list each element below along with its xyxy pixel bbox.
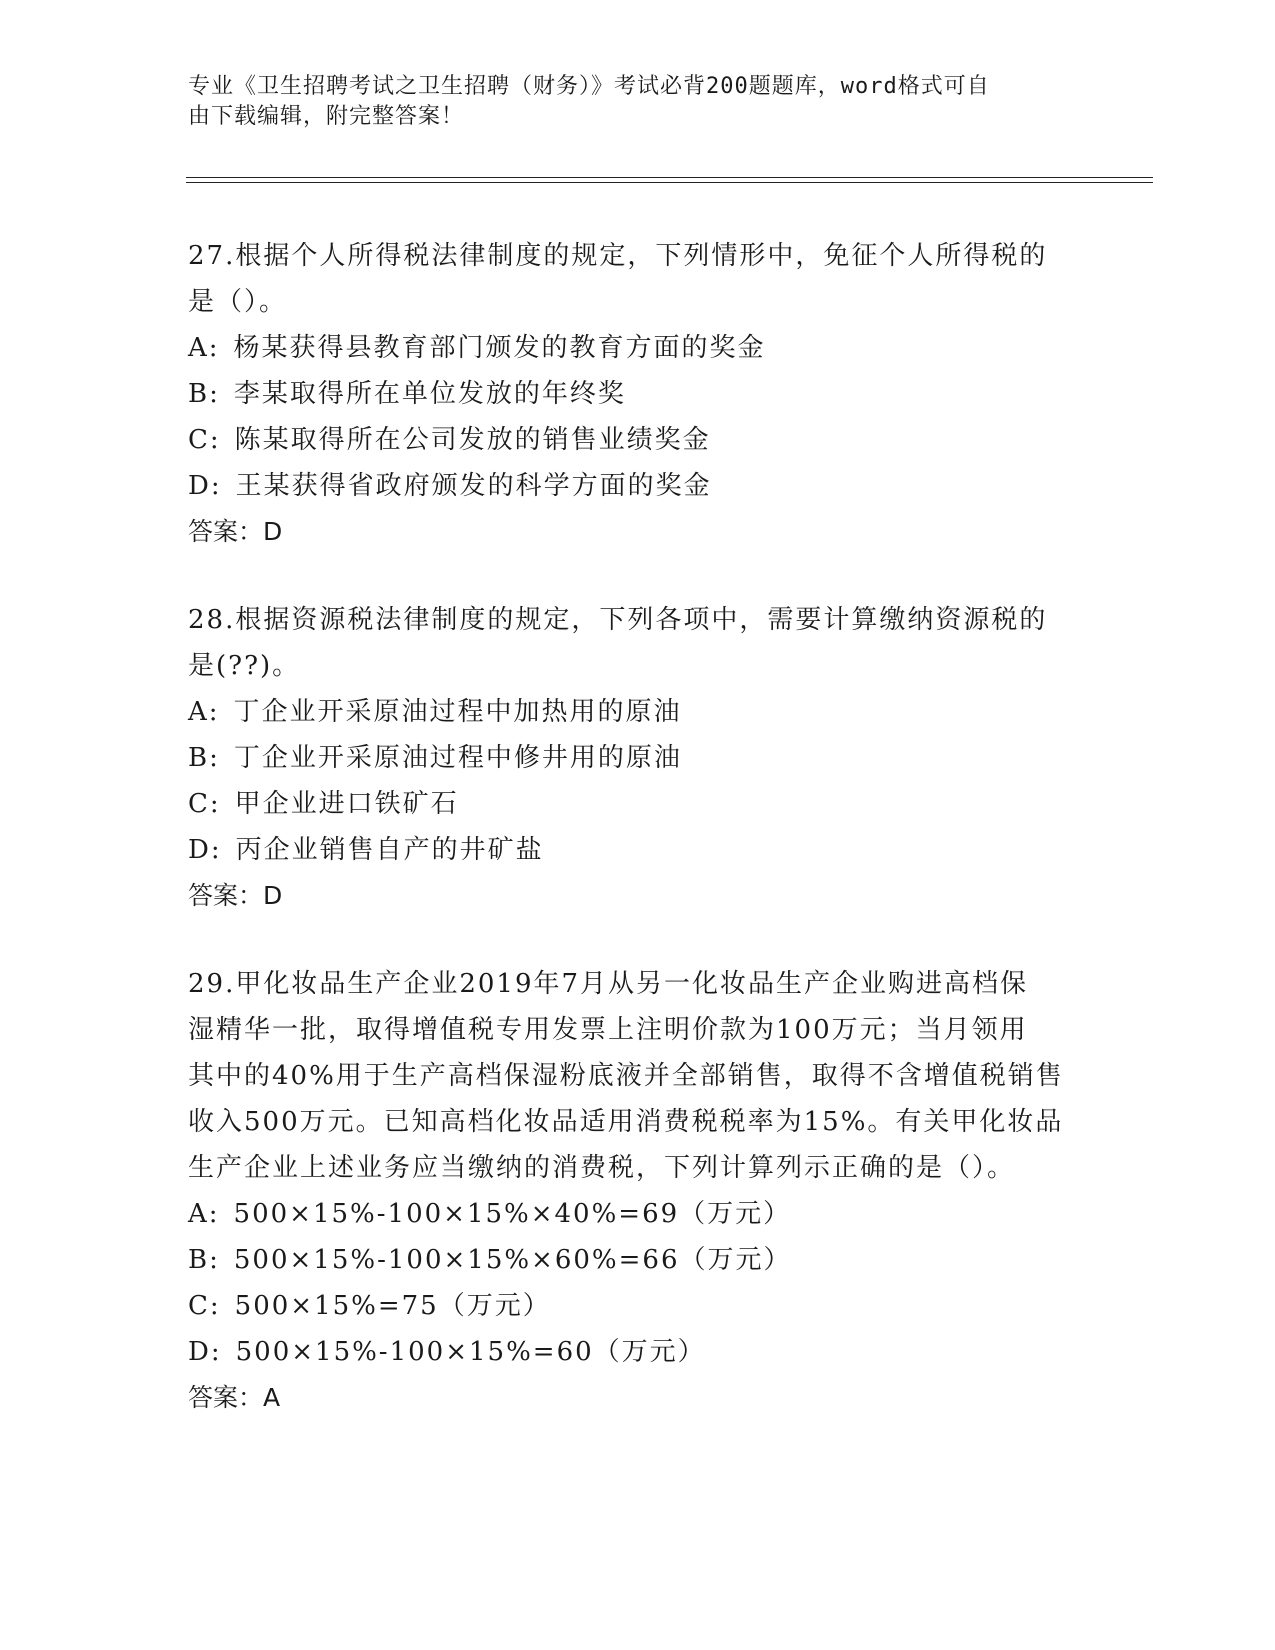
- question-27: [188, 233, 1088, 555]
- option-text: 杨某获得县教育部门颁发的教育方面的奖金: [233, 333, 766, 363]
- question-stem-line: 是(??)。: [188, 651, 301, 681]
- option-text: 500×15%-100×15%×60%=66（万元）: [233, 1245, 792, 1275]
- answer-label: 答案：D: [188, 881, 283, 910]
- option-key: A:: [188, 697, 220, 727]
- option-b: [188, 371, 1088, 417]
- option-key: A:: [188, 1199, 220, 1229]
- option-text: 李某取得所在单位发放的年终奖: [233, 379, 626, 409]
- option-c: [188, 781, 1088, 827]
- question-28: [188, 597, 1088, 919]
- option-key: B:: [188, 1245, 220, 1275]
- option-text: 丁企业开采原油过程中修井用的原油: [233, 743, 682, 773]
- header-line-1: 专业《卫生招聘考试之卫生招聘（财务）》考试必背200题题库，word格式可自: [188, 74, 990, 99]
- option-key: D:: [188, 835, 222, 865]
- option-key: C:: [188, 1291, 221, 1321]
- answer-label: 答案：A: [188, 1383, 281, 1412]
- option-text: 丙企业销售自产的井矿盐: [235, 835, 544, 865]
- question-stem-line: 28.根据资源税法律制度的规定，下列各项中，需要计算缴纳资源税的: [188, 605, 1048, 635]
- option-text: 500×15%=75（万元）: [234, 1291, 551, 1321]
- option-a: [188, 325, 1088, 371]
- question-stem-line: 29.甲化妆品生产企业2019年7月从另一化妆品生产企业购进高档保: [188, 969, 1029, 999]
- option-a: [188, 689, 1088, 735]
- question-stem-line: 是（）。: [188, 287, 288, 317]
- answer-label: 答案：D: [188, 517, 283, 546]
- option-text: 陈某取得所在公司发放的销售业绩奖金: [234, 425, 711, 455]
- option-key: B:: [188, 743, 220, 773]
- question-stem-line: 湿精华一批，取得增值税专用发票上注明价款为100万元；当月领用: [188, 1015, 1028, 1045]
- question-stem-line: 其中的40%用于生产高档保湿粉底液并全部销售，取得不含增值税销售: [188, 1061, 1064, 1091]
- option-b: [188, 735, 1088, 781]
- option-key: C:: [188, 425, 221, 455]
- question-stem-line: 收入500万元。已知高档化妆品适用消费税税率为15%。有关甲化妆品: [188, 1107, 1064, 1137]
- question-stem-line: 生产企业上述业务应当缴纳的消费税，下列计算列示正确的是（）。: [188, 1153, 1016, 1183]
- option-key: B:: [188, 379, 220, 409]
- option-b: [188, 1237, 1088, 1283]
- header-divider-top: [186, 177, 1153, 178]
- question-stem-line: 27.根据个人所得税法律制度的规定，下列情形中，免征个人所得税的: [188, 241, 1048, 271]
- option-text: 甲企业进口铁矿石: [234, 789, 459, 819]
- option-text: 500×15%-100×15%=60（万元）: [235, 1337, 706, 1367]
- option-d: [188, 827, 1088, 873]
- option-text: 王某获得省政府颁发的科学方面的奖金: [235, 471, 712, 501]
- option-key: A:: [188, 333, 220, 363]
- option-d: [188, 463, 1088, 509]
- option-text: 丁企业开采原油过程中加热用的原油: [233, 697, 682, 727]
- option-d: [188, 1329, 1088, 1375]
- option-c: [188, 1283, 1088, 1329]
- document-header: [188, 72, 1068, 132]
- option-key: D:: [188, 1337, 222, 1367]
- option-key: D:: [188, 471, 222, 501]
- option-text: 500×15%-100×15%×40%=69（万元）: [233, 1199, 792, 1229]
- question-29: [188, 961, 1088, 1421]
- header-line-2: 由下载编辑，附完整答案！: [188, 104, 465, 129]
- option-c: [188, 417, 1088, 463]
- option-key: C:: [188, 789, 221, 819]
- header-divider-bottom: [186, 182, 1153, 183]
- option-a: [188, 1191, 1088, 1237]
